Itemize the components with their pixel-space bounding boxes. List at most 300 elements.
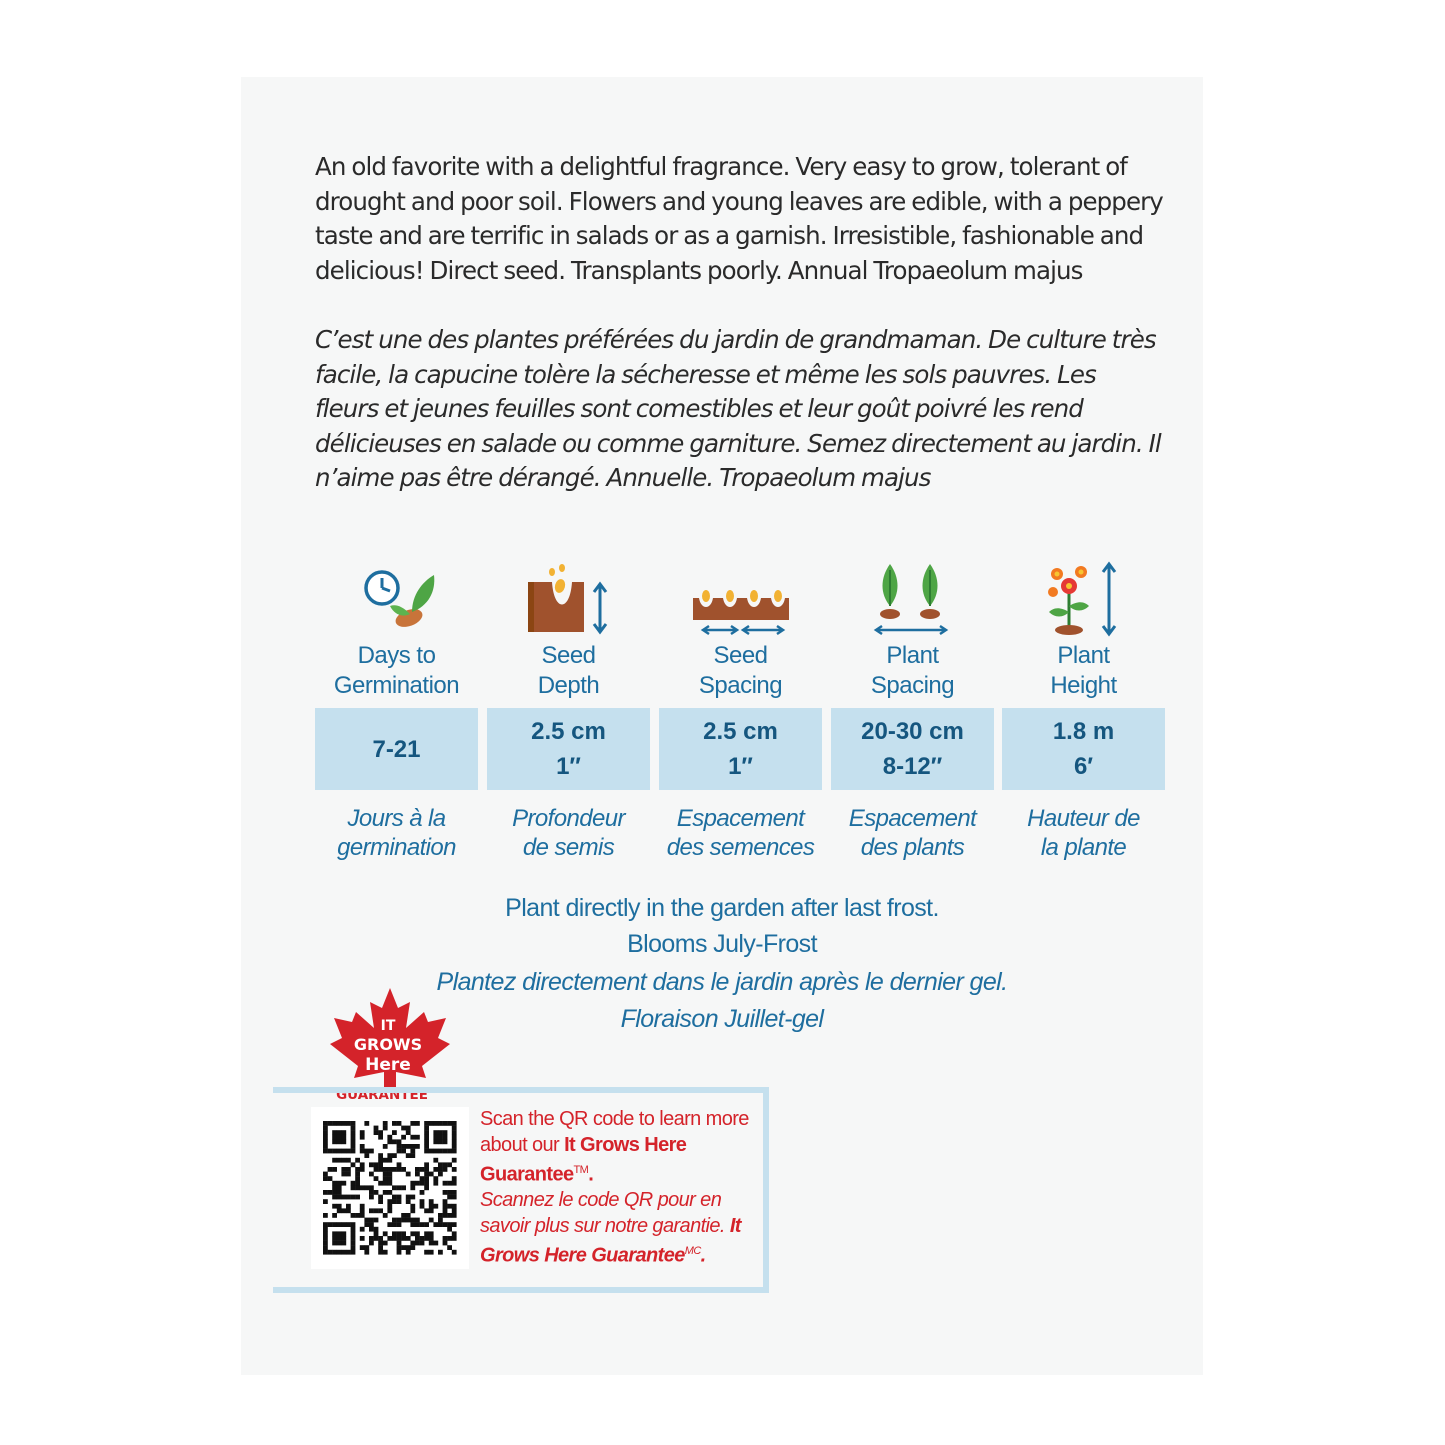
qr-module bbox=[378, 1250, 383, 1255]
qr-module bbox=[378, 1153, 383, 1158]
qr-module bbox=[355, 1185, 360, 1190]
qr-module bbox=[410, 1195, 415, 1200]
qr-module bbox=[429, 1241, 434, 1246]
qr-module bbox=[406, 1130, 411, 1135]
qr-module bbox=[387, 1153, 392, 1158]
qr-module bbox=[397, 1195, 402, 1200]
qr-module bbox=[387, 1181, 392, 1186]
guarantee-text bbox=[480, 1107, 755, 1269]
qr-module bbox=[443, 1190, 448, 1195]
label-en-plant-height: Plant Height bbox=[1050, 642, 1117, 699]
qr-module bbox=[337, 1158, 342, 1163]
qr-module bbox=[332, 1121, 337, 1126]
qr-module bbox=[323, 1126, 328, 1131]
qr-module bbox=[332, 1167, 337, 1172]
label-en-plant-spacing: Plant Spacing bbox=[870, 642, 955, 699]
qr-module bbox=[337, 1135, 342, 1140]
qr-module bbox=[438, 1135, 443, 1140]
qr-module bbox=[364, 1149, 369, 1154]
badge-text-guarantee: GUARANTEE™ bbox=[336, 1086, 436, 1103]
qr-module bbox=[447, 1190, 452, 1195]
qr-module bbox=[452, 1208, 457, 1213]
qr-module bbox=[410, 1185, 415, 1190]
qr-module bbox=[328, 1190, 333, 1195]
qr-module bbox=[392, 1130, 397, 1135]
qr-module bbox=[420, 1167, 425, 1172]
qr-module bbox=[433, 1158, 438, 1163]
qr-module bbox=[360, 1167, 365, 1172]
qr-module bbox=[429, 1231, 434, 1236]
qr-module bbox=[401, 1149, 406, 1154]
qr-module bbox=[387, 1204, 392, 1209]
qr-module bbox=[410, 1135, 415, 1140]
qr-module bbox=[438, 1213, 443, 1218]
qr-module bbox=[332, 1222, 337, 1227]
qr-module bbox=[406, 1245, 411, 1250]
qr-module bbox=[397, 1199, 402, 1204]
qr-module bbox=[433, 1222, 438, 1227]
qr-module bbox=[378, 1199, 383, 1204]
qr-module bbox=[397, 1185, 402, 1190]
qr-module bbox=[323, 1250, 328, 1255]
clock-seedling-icon bbox=[315, 560, 478, 638]
qr-module bbox=[387, 1199, 392, 1204]
label-fr-seed-spacing: Espacement des semences bbox=[666, 805, 815, 861]
qr-module bbox=[328, 1222, 333, 1227]
qr-module bbox=[387, 1222, 392, 1227]
qr-module bbox=[364, 1245, 369, 1250]
qr-module bbox=[452, 1195, 457, 1200]
qr-module bbox=[387, 1135, 392, 1140]
qr-module bbox=[424, 1208, 429, 1213]
qr-module bbox=[433, 1139, 438, 1144]
qr-module bbox=[337, 1149, 342, 1154]
qr-module bbox=[424, 1176, 429, 1181]
qr-module bbox=[415, 1222, 420, 1227]
qr-module bbox=[323, 1176, 328, 1181]
qr-module bbox=[374, 1231, 379, 1236]
qr-module bbox=[360, 1204, 365, 1209]
qr-module bbox=[424, 1162, 429, 1167]
description-english: An old favorite with a delightful fragrance. Very easy to grow, tolerant of drought and poor soil. Flowers and young leaves are edible, with a peppery taste and are terrific in salads or as a garnish. Irresistible, fashionable and delicious! Direct seed. Transplants poorly. Annual Tropaeolum majus bbox=[315, 152, 1163, 285]
qr-module bbox=[443, 1199, 448, 1204]
qr-module bbox=[387, 1236, 392, 1241]
qr-module bbox=[452, 1190, 457, 1195]
qr-module bbox=[420, 1241, 425, 1246]
qr-module bbox=[410, 1245, 415, 1250]
qr-module bbox=[452, 1144, 457, 1149]
qr-module bbox=[351, 1250, 356, 1255]
qr-module bbox=[406, 1195, 411, 1200]
qr-module bbox=[351, 1231, 356, 1236]
qr-module bbox=[374, 1236, 379, 1241]
qr-module bbox=[443, 1135, 448, 1140]
qr-module bbox=[328, 1149, 333, 1154]
qr-module bbox=[351, 1126, 356, 1131]
qr-module bbox=[341, 1208, 346, 1213]
qr-module bbox=[351, 1144, 356, 1149]
qr-module bbox=[424, 1236, 429, 1241]
qr-module bbox=[433, 1121, 438, 1126]
qr-module bbox=[337, 1236, 342, 1241]
qr-module bbox=[443, 1181, 448, 1186]
qr-module bbox=[401, 1135, 406, 1140]
qr-module bbox=[341, 1135, 346, 1140]
qr-module bbox=[397, 1139, 402, 1144]
qr-module bbox=[332, 1185, 337, 1190]
qr-module bbox=[351, 1236, 356, 1241]
qr-module bbox=[452, 1236, 457, 1241]
qr-module bbox=[415, 1144, 420, 1149]
qr-module bbox=[351, 1130, 356, 1135]
qr-module bbox=[415, 1231, 420, 1236]
qr-module bbox=[374, 1227, 379, 1232]
qr-module bbox=[369, 1190, 374, 1195]
value-plant-spacing: 20-30 cm 8-12″ bbox=[831, 708, 994, 790]
qr-module bbox=[433, 1176, 438, 1181]
qr-module bbox=[401, 1126, 406, 1131]
qr-module bbox=[452, 1149, 457, 1154]
qr-module bbox=[415, 1181, 420, 1186]
qr-module bbox=[429, 1121, 434, 1126]
description-french: C’est une des plantes préférées du jardin de grandmaman. De culture très facile, la capucine tolère la sécheresse et même les sols pauvres. Les fleurs et jeunes feuilles sont comestibles et leur goût poivré les rend délicieuses en salade ou comme garniture. Semez directement au jardin. Il n’aime pas être dérangé. Annuelle. Tropaeolum majus bbox=[315, 325, 1161, 493]
label-fr-germination: Jours à la germination bbox=[337, 805, 456, 861]
qr-module bbox=[346, 1222, 351, 1227]
qr-module bbox=[351, 1181, 356, 1186]
qr-module bbox=[332, 1241, 337, 1246]
qr-module bbox=[346, 1149, 351, 1154]
qr-module bbox=[351, 1149, 356, 1154]
value-germination: 7-21 bbox=[315, 708, 478, 790]
qr-module bbox=[360, 1236, 365, 1241]
qr-module bbox=[447, 1245, 452, 1250]
qr-module bbox=[323, 1144, 328, 1149]
qr-module bbox=[424, 1144, 429, 1149]
qr-module bbox=[438, 1250, 443, 1255]
qr-module bbox=[406, 1236, 411, 1241]
qr-module bbox=[424, 1149, 429, 1154]
qr-module bbox=[383, 1190, 388, 1195]
qr-module bbox=[341, 1222, 346, 1227]
qr-module bbox=[364, 1185, 369, 1190]
qr-module bbox=[341, 1241, 346, 1246]
qr-module bbox=[332, 1158, 337, 1163]
qr-module bbox=[364, 1222, 369, 1227]
qr-module bbox=[378, 1181, 383, 1186]
qr-module bbox=[364, 1153, 369, 1158]
qr-module bbox=[323, 1121, 328, 1126]
qr-module bbox=[452, 1121, 457, 1126]
qr-module bbox=[323, 1139, 328, 1144]
qr-module bbox=[378, 1241, 383, 1246]
qr-module bbox=[374, 1130, 379, 1135]
qr-module bbox=[443, 1167, 448, 1172]
qr-module bbox=[447, 1162, 452, 1167]
qr-module bbox=[369, 1195, 374, 1200]
qr-module bbox=[323, 1149, 328, 1154]
qr-module bbox=[406, 1250, 411, 1255]
qr-module bbox=[438, 1139, 443, 1144]
qr-module bbox=[369, 1241, 374, 1246]
qr-module bbox=[438, 1162, 443, 1167]
qr-module bbox=[383, 1181, 388, 1186]
qr-module bbox=[369, 1185, 374, 1190]
qr-module bbox=[332, 1231, 337, 1236]
qr-module bbox=[392, 1121, 397, 1126]
qr-module bbox=[341, 1181, 346, 1186]
qr-code[interactable] bbox=[311, 1107, 469, 1269]
qr-module bbox=[323, 1222, 328, 1227]
qr-module bbox=[383, 1158, 388, 1163]
qr-module bbox=[415, 1121, 420, 1126]
qr-module bbox=[401, 1218, 406, 1223]
qr-module bbox=[369, 1208, 374, 1213]
badge-text-here: Here bbox=[365, 1055, 411, 1075]
qr-module bbox=[452, 1139, 457, 1144]
qr-module bbox=[420, 1176, 425, 1181]
qr-module bbox=[406, 1153, 411, 1158]
qr-module bbox=[410, 1231, 415, 1236]
note-blooms-en: Blooms July-Frost bbox=[627, 930, 817, 958]
qr-module bbox=[443, 1162, 448, 1167]
plant-height-icon bbox=[1002, 560, 1165, 638]
qr-module bbox=[383, 1176, 388, 1181]
qr-module bbox=[415, 1135, 420, 1140]
qr-module bbox=[397, 1218, 402, 1223]
qr-module bbox=[387, 1172, 392, 1177]
qr-module bbox=[341, 1195, 346, 1200]
qr-module bbox=[323, 1130, 328, 1135]
qr-module bbox=[424, 1185, 429, 1190]
qr-module bbox=[378, 1158, 383, 1163]
qr-module bbox=[397, 1121, 402, 1126]
qr-module bbox=[341, 1167, 346, 1172]
qr-module bbox=[424, 1181, 429, 1186]
qr-module bbox=[369, 1172, 374, 1177]
qr-module bbox=[387, 1139, 392, 1144]
seed-spacing-icon bbox=[659, 560, 822, 638]
label-fr-plant-height: Hauteur de la plante bbox=[1027, 805, 1140, 861]
qr-module bbox=[452, 1130, 457, 1135]
qr-module bbox=[392, 1153, 397, 1158]
qr-module bbox=[392, 1236, 397, 1241]
qr-module bbox=[415, 1167, 420, 1172]
qr-module bbox=[397, 1222, 402, 1227]
qr-module bbox=[433, 1241, 438, 1246]
qr-module bbox=[346, 1208, 351, 1213]
qr-module bbox=[337, 1250, 342, 1255]
qr-module bbox=[438, 1149, 443, 1154]
qr-module bbox=[328, 1167, 333, 1172]
qr-module bbox=[332, 1130, 337, 1135]
qr-module bbox=[355, 1195, 360, 1200]
qr-module bbox=[355, 1181, 360, 1186]
qr-module bbox=[323, 1231, 328, 1236]
qr-module bbox=[346, 1158, 351, 1163]
qr-module bbox=[369, 1222, 374, 1227]
qr-module bbox=[433, 1135, 438, 1140]
qr-module bbox=[392, 1139, 397, 1144]
qr-module bbox=[351, 1241, 356, 1246]
qr-module bbox=[378, 1236, 383, 1241]
qr-module bbox=[438, 1130, 443, 1135]
qr-module bbox=[378, 1130, 383, 1135]
qr-module bbox=[332, 1149, 337, 1154]
qr-module bbox=[452, 1250, 457, 1255]
qr-module bbox=[387, 1158, 392, 1163]
guarantee-text-en: Scan the QR code to learn more about our It Grows Here Guarantee™. bbox=[480, 1108, 749, 1186]
qr-module bbox=[447, 1227, 452, 1232]
qr-module bbox=[452, 1176, 457, 1181]
qr-module bbox=[424, 1167, 429, 1172]
qr-module bbox=[351, 1139, 356, 1144]
qr-module bbox=[452, 1135, 457, 1140]
qr-module bbox=[433, 1181, 438, 1186]
qr-module bbox=[420, 1236, 425, 1241]
qr-module bbox=[387, 1176, 392, 1181]
qr-module bbox=[378, 1167, 383, 1172]
qr-module bbox=[364, 1121, 369, 1126]
qr-module bbox=[392, 1167, 397, 1172]
qr-module bbox=[332, 1250, 337, 1255]
badge-text-it: IT bbox=[380, 1018, 396, 1034]
qr-module bbox=[378, 1245, 383, 1250]
qr-module bbox=[447, 1195, 452, 1200]
qr-module bbox=[364, 1250, 369, 1255]
qr-module bbox=[443, 1213, 448, 1218]
qr-module bbox=[360, 1213, 365, 1218]
label-en-germination: Days to Germination bbox=[333, 642, 460, 699]
qr-module bbox=[383, 1144, 388, 1149]
qr-module bbox=[346, 1195, 351, 1200]
qr-module bbox=[443, 1236, 448, 1241]
qr-module bbox=[424, 1222, 429, 1227]
qr-module bbox=[337, 1190, 342, 1195]
qr-module bbox=[429, 1204, 434, 1209]
qr-module bbox=[378, 1162, 383, 1167]
qr-module bbox=[374, 1167, 379, 1172]
qr-module bbox=[429, 1172, 434, 1177]
qr-module bbox=[401, 1213, 406, 1218]
qr-module bbox=[374, 1162, 379, 1167]
qr-module bbox=[401, 1167, 406, 1172]
qr-module bbox=[410, 1149, 415, 1154]
qr-module bbox=[447, 1222, 452, 1227]
qr-module bbox=[328, 1121, 333, 1126]
qr-module bbox=[346, 1204, 351, 1209]
qr-module bbox=[337, 1130, 342, 1135]
qr-module bbox=[374, 1218, 379, 1223]
qr-module bbox=[369, 1162, 374, 1167]
qr-module bbox=[337, 1241, 342, 1246]
qr-module bbox=[392, 1218, 397, 1223]
qr-module bbox=[424, 1231, 429, 1236]
qr-module bbox=[452, 1231, 457, 1236]
qr-module bbox=[429, 1218, 434, 1223]
qr-module bbox=[387, 1190, 392, 1195]
qr-module bbox=[401, 1231, 406, 1236]
qr-module bbox=[406, 1172, 411, 1177]
qr-module bbox=[341, 1250, 346, 1255]
qr-module bbox=[351, 1135, 356, 1140]
label-en-seed-spacing: Seed Spacing bbox=[698, 642, 783, 699]
qr-module bbox=[355, 1213, 360, 1218]
qr-module bbox=[351, 1121, 356, 1126]
qr-module bbox=[332, 1236, 337, 1241]
qr-module bbox=[438, 1218, 443, 1223]
qr-module bbox=[424, 1139, 429, 1144]
label-fr-plant-spacing: Espacement des plants bbox=[848, 805, 977, 861]
qr-module bbox=[323, 1245, 328, 1250]
qr-module bbox=[323, 1236, 328, 1241]
qr-module bbox=[378, 1135, 383, 1140]
qr-module bbox=[429, 1250, 434, 1255]
qr-module bbox=[429, 1199, 434, 1204]
qr-module bbox=[374, 1176, 379, 1181]
qr-module bbox=[452, 1158, 457, 1163]
qr-module bbox=[337, 1204, 342, 1209]
qr-module bbox=[424, 1121, 429, 1126]
qr-module bbox=[323, 1199, 328, 1204]
qr-module bbox=[452, 1222, 457, 1227]
qr-module bbox=[452, 1181, 457, 1186]
qr-module bbox=[443, 1139, 448, 1144]
qr-module bbox=[429, 1208, 434, 1213]
qr-module bbox=[351, 1185, 356, 1190]
qr-module bbox=[323, 1172, 328, 1177]
qr-module bbox=[447, 1236, 452, 1241]
qr-module bbox=[424, 1135, 429, 1140]
qr-module bbox=[401, 1185, 406, 1190]
qr-module bbox=[447, 1149, 452, 1154]
qr-module bbox=[341, 1121, 346, 1126]
qr-module bbox=[452, 1204, 457, 1209]
qr-module bbox=[328, 1176, 333, 1181]
qr-module bbox=[406, 1144, 411, 1149]
qr-module bbox=[392, 1195, 397, 1200]
qr-module bbox=[392, 1199, 397, 1204]
qr-module bbox=[341, 1149, 346, 1154]
qr-module bbox=[397, 1245, 402, 1250]
qr-module bbox=[360, 1149, 365, 1154]
badge-text-grows: GROWS bbox=[353, 1035, 423, 1054]
qr-module bbox=[438, 1167, 443, 1172]
qr-module bbox=[341, 1172, 346, 1177]
plant-spacing-icon bbox=[831, 560, 994, 638]
qr-module bbox=[360, 1208, 365, 1213]
qr-module bbox=[323, 1227, 328, 1232]
qr-module bbox=[406, 1218, 411, 1223]
value-seed-depth: 2.5 cm 1″ bbox=[487, 708, 650, 790]
qr-module bbox=[351, 1195, 356, 1200]
qr-module bbox=[410, 1222, 415, 1227]
qr-module bbox=[383, 1167, 388, 1172]
qr-module bbox=[429, 1149, 434, 1154]
qr-module bbox=[447, 1204, 452, 1209]
seed-depth-icon bbox=[487, 560, 650, 638]
qr-module bbox=[323, 1213, 328, 1218]
qr-module bbox=[364, 1218, 369, 1223]
qr-module bbox=[397, 1162, 402, 1167]
qr-module bbox=[328, 1250, 333, 1255]
qr-module bbox=[433, 1149, 438, 1154]
qr-module bbox=[369, 1236, 374, 1241]
qr-module bbox=[420, 1190, 425, 1195]
qr-module bbox=[438, 1222, 443, 1227]
qr-module bbox=[406, 1126, 411, 1131]
qr-module bbox=[374, 1126, 379, 1131]
qr-module bbox=[332, 1213, 337, 1218]
